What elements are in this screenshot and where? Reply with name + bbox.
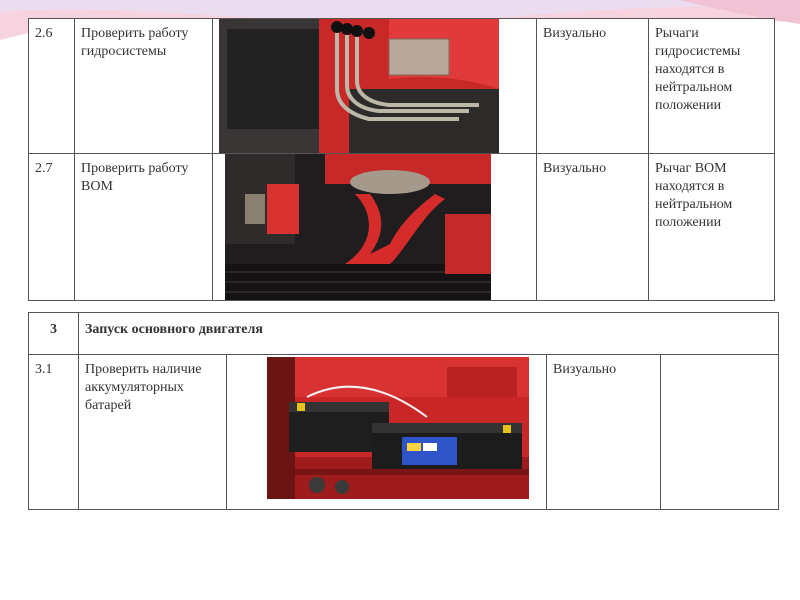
- batteries-photo: [267, 357, 529, 499]
- section-title: Запуск основного двигателя: [79, 313, 779, 355]
- row-number: 2.6: [29, 19, 75, 154]
- table-row: [29, 19, 775, 154]
- check-description: Проверить работу гидросистемы: [75, 19, 213, 154]
- check-table-top: [28, 18, 775, 301]
- check-description: Проверить работу ВОМ: [75, 154, 213, 301]
- hydraulic-levers-photo: [219, 19, 499, 153]
- table-row: [29, 154, 775, 301]
- inspection-method: Визуально: [537, 154, 649, 301]
- row-number: 3.1: [29, 355, 79, 510]
- pto-lever-photo: [225, 154, 491, 300]
- table-row: [29, 355, 779, 510]
- check-table-bottom: [28, 312, 779, 510]
- inspection-method: Визуально: [547, 355, 661, 510]
- check-description: Проверить наличие аккумуляторных батарей: [79, 355, 227, 510]
- row-number: 2.7: [29, 154, 75, 301]
- requirement: [661, 355, 779, 510]
- inspection-method: Визуально: [537, 19, 649, 154]
- requirement: Рычаг ВОМ находятся в нейтральном положении: [649, 154, 775, 301]
- section-header-row: [29, 313, 779, 355]
- section-number: 3: [29, 313, 79, 355]
- requirement: Рычаги гидросистемы находятся в нейтральном положении: [649, 19, 775, 154]
